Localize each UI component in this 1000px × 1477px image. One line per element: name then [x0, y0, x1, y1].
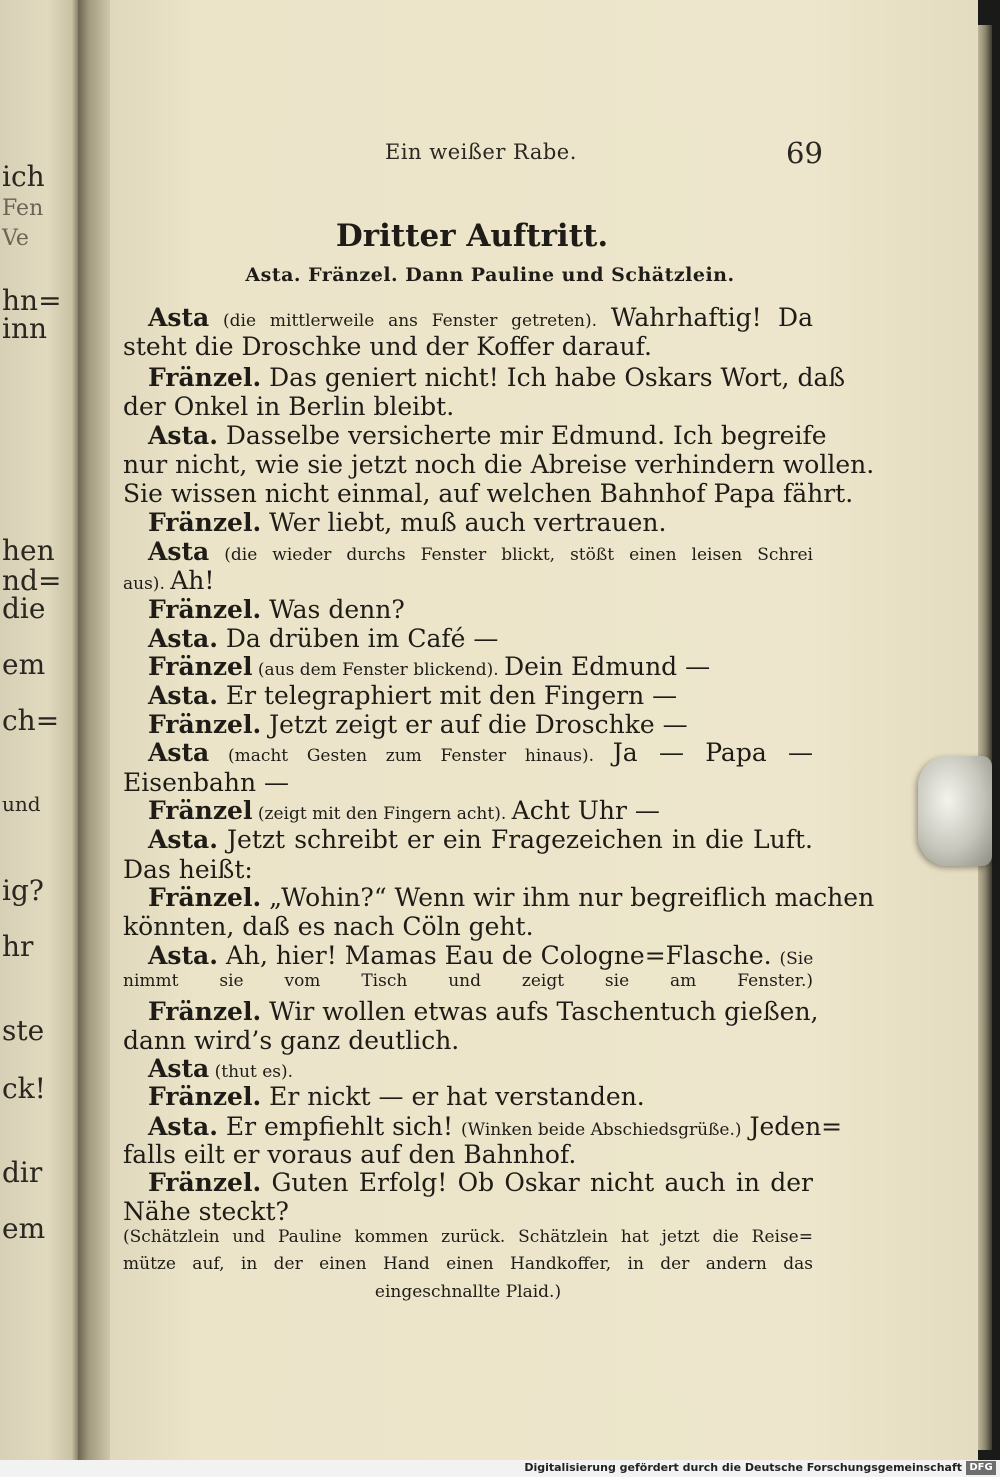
text-line: [148, 997, 819, 1026]
text-line: [123, 1140, 813, 1169]
left-page-text: dir: [2, 1156, 43, 1189]
dialogue-text: Was denn?: [261, 595, 405, 624]
left-page-text: ste: [2, 1014, 45, 1047]
dialogue-text: Dein Edmund —: [504, 652, 711, 681]
dialogue-text: Ah!: [170, 566, 215, 595]
left-page-text: hr: [2, 930, 34, 963]
text-line: [148, 537, 813, 566]
speaker-name: Fränzel.: [148, 1082, 262, 1111]
speaker-name: Fränzel: [148, 796, 253, 825]
dialogue-text: Dasselbe versicherte mir Edmund. Ich begreife: [217, 421, 827, 450]
text-line: [148, 421, 827, 450]
left-page-text: ich: [2, 160, 45, 193]
speaker-name: Asta.: [148, 624, 218, 653]
text-line: [148, 624, 813, 653]
speaker-name: Asta: [148, 303, 210, 332]
dialogue-text: falls eilt er voraus auf den Bahnhof.: [123, 1140, 577, 1169]
footer-credit: Digitalisierung gefördert durch die Deutsche Forschungsgemeinschaft: [524, 1461, 962, 1474]
text-line: [123, 450, 875, 479]
left-page-text: Ve: [2, 226, 29, 251]
dialogue-text: der Onkel in Berlin bleibt.: [123, 392, 455, 421]
text-line: [123, 1225, 813, 1247]
running-head: Ein weißer Rabe.: [385, 140, 577, 164]
stage-direction: eingeschnallte Plaid.): [374, 1282, 562, 1302]
stage-direction: (Sie: [779, 949, 814, 969]
text-line: [123, 912, 813, 941]
left-page-text: hn=: [2, 284, 62, 317]
text-line: [148, 941, 813, 970]
dialogue-text: Nähe steckt?: [123, 1197, 289, 1226]
stage-direction: (Schätzlein und Pauline kommen zurück. Schätzlein hat jetzt die Reise=: [123, 1227, 813, 1247]
scene-title: Dritter Auftritt.: [335, 218, 609, 254]
text-line: [148, 508, 813, 537]
dialogue-text: Jeden=: [741, 1112, 843, 1141]
stage-direction: aus).: [123, 574, 171, 594]
dialogue-text: Sie wissen nicht einmal, auf welchen Bahnhof Papa fährt.: [123, 479, 854, 508]
dialogue-text: Er nickt — er hat verstanden.: [261, 1082, 645, 1111]
stage-direction: (thut es).: [209, 1062, 294, 1082]
dialogue-text: Das heißt:: [123, 855, 253, 884]
left-page-text: ch=: [2, 704, 60, 737]
dialogue-text: könnten, daß es nach Cöln geht.: [123, 912, 534, 941]
stage-direction: (macht Gesten zum Fenster hinaus).: [209, 746, 613, 766]
dialogue-text: dann wird’s ganz deutlich.: [123, 1026, 460, 1055]
left-page-text: die: [2, 592, 46, 625]
speaker-name: Asta: [148, 738, 210, 767]
text-line: [148, 363, 846, 392]
text-line: [123, 1280, 813, 1302]
text-line: [123, 1197, 813, 1226]
stage-direction: mütze auf, in der einen Hand einen Handkoffer, in der andern das: [123, 1254, 813, 1274]
stage-direction: nimmt sie vom Tisch und zeigt sie am Fenster.): [123, 971, 813, 991]
dialogue-text: steht die Droschke und der Koffer darauf.: [123, 332, 652, 361]
text-line: [123, 479, 854, 508]
dialogue-text: Da drüben im Café —: [217, 624, 499, 653]
text-line: [123, 1026, 813, 1055]
text-line: [148, 1082, 813, 1111]
left-page-text: em: [2, 648, 46, 681]
text-line: [148, 883, 875, 912]
dialogue-text: Wahrhaftig! Da: [610, 303, 813, 332]
speaker-name: Fränzel.: [148, 1168, 262, 1197]
stage-direction: (Winken beide Abschiedsgrüße.): [461, 1120, 742, 1140]
speaker-name: Asta.: [148, 1112, 218, 1141]
speaker-name: Asta.: [148, 681, 218, 710]
text-line: [123, 1252, 813, 1274]
dialogue-text: „Wohin?“ Wenn wir ihm nur begreiflich machen: [261, 883, 875, 912]
dialogue-text: Wir wollen etwas aufs Taschentuch gießen,: [261, 997, 819, 1026]
text-line: [148, 1168, 813, 1197]
speaker-name: Fränzel.: [148, 363, 262, 392]
left-page-text: ig?: [2, 874, 44, 907]
page-number: 69: [786, 136, 823, 170]
dialogue-text: Das geniert nicht! Ich habe Oskars Wort, daß: [261, 363, 846, 392]
left-page-text: hen: [2, 534, 55, 567]
speaker-name: Fränzel: [148, 652, 253, 681]
left-page-text: Fen: [2, 196, 44, 221]
text-line: [123, 332, 813, 361]
text-line: [148, 652, 813, 681]
dialogue-text: nur nicht, wie sie jetzt noch die Abreise verhindern wollen.: [123, 450, 875, 479]
text-line: [148, 595, 813, 624]
speaker-name: Fränzel.: [148, 595, 262, 624]
text-line: [148, 825, 813, 854]
left-page-text: ck!: [2, 1072, 46, 1105]
dialogue-text: Acht Uhr —: [511, 796, 660, 825]
text-line: [148, 796, 813, 825]
text-line: [123, 855, 813, 884]
text-line: [123, 969, 813, 991]
speaker-name: Fränzel.: [148, 997, 262, 1026]
text-line: [148, 1112, 843, 1141]
stage-direction: (zeigt mit den Fingern acht).: [252, 804, 512, 824]
page-clamp: [918, 756, 992, 866]
dialogue-text: Eisenbahn —: [123, 768, 290, 797]
speaker-name: Asta.: [148, 941, 218, 970]
text-line: [148, 681, 813, 710]
speaker-name: Asta.: [148, 825, 218, 854]
left-page-text: em: [2, 1212, 46, 1245]
stage-direction: (die mittlerweile ans Fenster getreten).: [209, 311, 611, 331]
dialogue-text: Ah, hier! Mamas Eau de Cologne=Flasche.: [217, 941, 780, 970]
stage-direction: (die wieder durchs Fenster blickt, stößt einen leisen Schrei: [209, 545, 813, 565]
speaker-name: Asta.: [148, 421, 218, 450]
text-line: [148, 738, 813, 767]
left-page-text: nd=: [2, 564, 62, 597]
text-line: [123, 392, 813, 421]
text-line: [123, 566, 813, 595]
dialogue-text: Er empfiehlt sich!: [217, 1112, 462, 1141]
dialogue-text: Ja — Papa —: [612, 738, 813, 767]
dfg-logo: DFG: [966, 1461, 996, 1475]
dialogue-text: Guten Erfolg! Ob Oskar nicht auch in der: [261, 1168, 813, 1197]
text-line: [148, 710, 813, 739]
text-line: [148, 303, 813, 332]
text-line: [148, 1054, 813, 1083]
dialogue-text: Jetzt schreibt er ein Fragezeichen in die Luft.: [217, 825, 813, 854]
speaker-name: Fränzel.: [148, 883, 262, 912]
speaker-name: Fränzel.: [148, 508, 262, 537]
speaker-name: Fränzel.: [148, 710, 262, 739]
speaker-name: Asta: [148, 1054, 210, 1083]
dialogue-text: Jetzt zeigt er auf die Droschke —: [261, 710, 688, 739]
dialogue-text: Er telegraphiert mit den Fingern —: [217, 681, 678, 710]
speaker-name: Asta: [148, 537, 210, 566]
cast-line: Asta. Fränzel. Dann Pauline und Schätzlein.: [245, 264, 735, 286]
left-page-text: inn: [2, 312, 48, 345]
stage-direction: (aus dem Fenster blickend).: [252, 660, 505, 680]
dialogue-text: Wer liebt, muß auch vertrauen.: [261, 508, 667, 537]
text-line: [123, 768, 813, 797]
left-page-text: und: [2, 792, 41, 816]
